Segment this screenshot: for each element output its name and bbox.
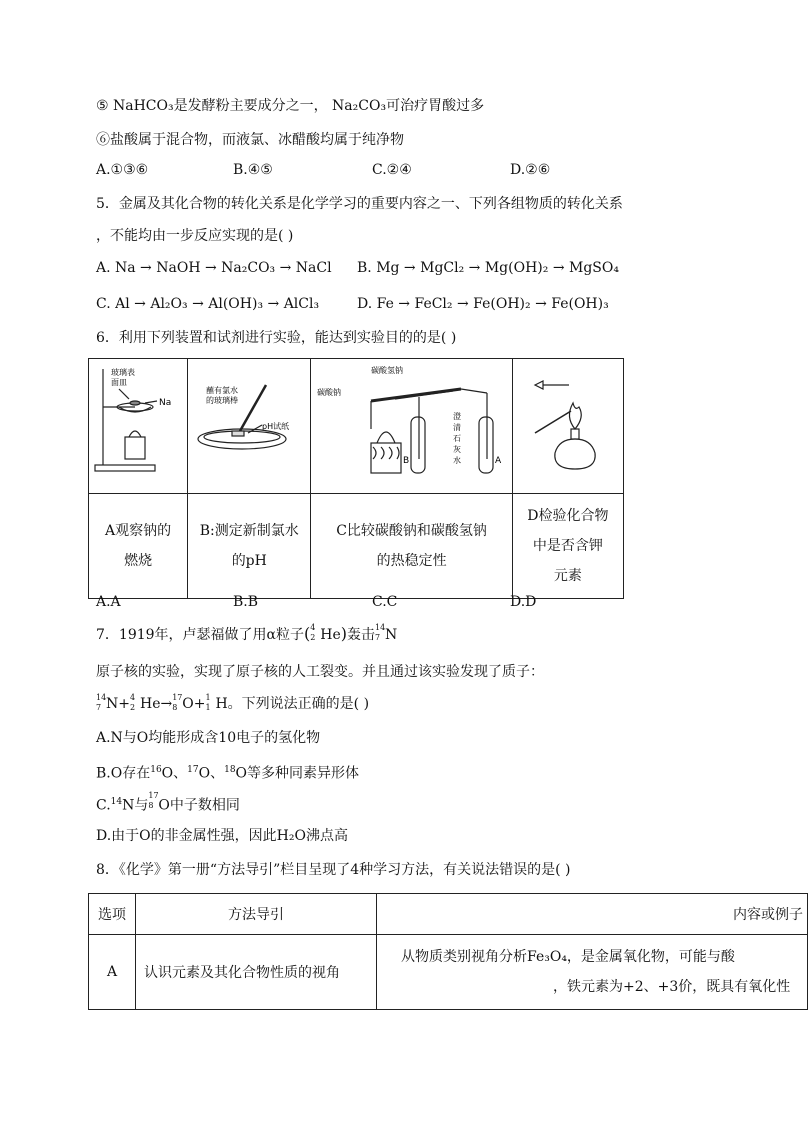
label-tube-b: B — [403, 456, 410, 466]
q4-item6: ⑥盐酸属于混合物，而液氯、冰醋酸均属于纯净物 — [96, 132, 404, 148]
q6-caption-b: B:测定新制氯水 的pH — [188, 494, 311, 599]
q8-header-method: 方法导引 — [136, 894, 377, 935]
q7-option-d: D.由于O的非金属性强，因此H₂O沸点高 — [96, 828, 348, 844]
label-limewater-3: 石 — [453, 434, 462, 443]
sodium-burning-apparatus — [89, 359, 187, 489]
q8-row-a-option: A — [89, 935, 136, 1010]
q6-figure-d — [512, 359, 623, 494]
label-sodium-carbonate: 碳酸钠 — [317, 388, 342, 397]
label-chlorine-rod-1: 蘸有氯水 — [206, 386, 239, 395]
q6-apparatus-table — [88, 358, 624, 599]
q6-caption-a: A观察钠的 燃烧 — [89, 494, 188, 599]
label-na: Na — [159, 398, 172, 408]
label-limewater-5: 水 — [453, 456, 462, 465]
q7-equation: 14 7 N+ 4 2 He→ 17 8 O+ 1 1 H。下列说法正确的是( ) — [96, 693, 370, 712]
thermal-stability-apparatus — [311, 359, 511, 489]
q8-row-a-method: 认识元素及其化合物性质的视角 — [136, 935, 377, 1010]
q6-option-b: B.B — [233, 594, 259, 610]
q8-row-a-content: 从物质类别视角分析Fe₃O₄，是金属氧化物，可能与酸 ，铁元素为+2、+3价，既具有氧化性 — [377, 935, 808, 1010]
q6-option-a: A.A — [96, 594, 121, 610]
q5-option-d: D. Fe → FeCl₂ → Fe(OH)₂ → Fe(OH)₃ — [357, 296, 609, 312]
q8-stem: 8．《化学》第一册“方法导引”栏目呈现了4种学习方法，有关说法错误的是( ) — [96, 862, 571, 878]
label-watch-glass-1: 玻璃表 — [111, 368, 135, 377]
q8-header-content: 内容或例子 — [377, 894, 808, 935]
q7-option-c: C.$^{14}$N与 17 8 O中子数相同 — [96, 791, 240, 814]
q8-header-option: 选项 — [89, 894, 136, 935]
q4-option-b: B.④⑤ — [233, 162, 273, 178]
q6-options — [96, 594, 656, 614]
label-chlorine-rod-2: 的玻璃棒 — [206, 396, 239, 405]
label-limewater-1: 澄 — [453, 412, 462, 421]
q5-option-b: B. Mg → MgCl₂ → Mg(OH)₂ → MgSO₄ — [357, 260, 619, 276]
q8-table — [88, 893, 808, 1010]
q5-option-a: A. Na → NaOH → Na₂CO₃ → NaCl — [96, 260, 332, 276]
q5-stem-line2: ，不能均由一步反应实现的是( ) — [96, 228, 294, 244]
q4-option-a: A.①③⑥ — [96, 162, 149, 178]
q7-stem-line1: 7．1919年，卢瑟福做了用α粒子( 4 2 He)轰击 14 7 N — [96, 623, 398, 643]
q5-option-c: C. Al → Al₂O₃ → Al(OH)₃ → AlCl₃ — [96, 296, 320, 312]
label-watch-glass-2: 面皿 — [111, 378, 127, 387]
ph-paper-apparatus — [188, 359, 310, 489]
q6-figure-c — [311, 359, 512, 494]
label-tube-a: A — [495, 456, 502, 466]
q6-option-c: C.C — [372, 594, 398, 610]
q4-option-d: D.②⑥ — [510, 162, 551, 178]
label-limewater-4: 灰 — [453, 445, 462, 454]
flame-test-apparatus — [513, 359, 623, 489]
q6-figure-b — [188, 359, 311, 494]
label-sodium-bicarbonate: 碳酸氢钠 — [371, 366, 404, 375]
q4-options — [96, 162, 656, 182]
label-ph-paper: pH试纸 — [262, 422, 290, 431]
q5-stem-line1: 5．金属及其化合物的转化关系是化学学习的重要内容之一、下列各组物质的转化关系 — [96, 196, 623, 212]
q7-option-a: A.N与O均能形成含10电子的氢化物 — [96, 730, 321, 746]
label-limewater-2: 清 — [453, 423, 462, 432]
q6-caption-c: C比较碳酸钠和碳酸氢钠 的热稳定性 — [311, 494, 512, 599]
q6-stem: 6．利用下列装置和试剂进行实验，能达到实验目的的是( ) — [96, 330, 457, 346]
q4-item5: ⑤ NaHCO₃是发酵粉主要成分之一， Na₂CO₃可治疗胃酸过多 — [96, 98, 485, 114]
q4-option-c: C.②④ — [372, 162, 412, 178]
q6-option-d: D.D — [510, 594, 537, 610]
q7-option-b: B.O存在$^{16}$O、$^{17}$O、$^{18}$O等多种同素异形体 — [96, 765, 360, 782]
q7-stem-line2: 原子核的实验，实现了原子核的人工裂变。并且通过该实验发现了质子： — [96, 664, 544, 680]
q6-caption-d: D检验化合物 中是否含钾 元素 — [512, 494, 623, 599]
q6-figure-a — [89, 359, 188, 494]
